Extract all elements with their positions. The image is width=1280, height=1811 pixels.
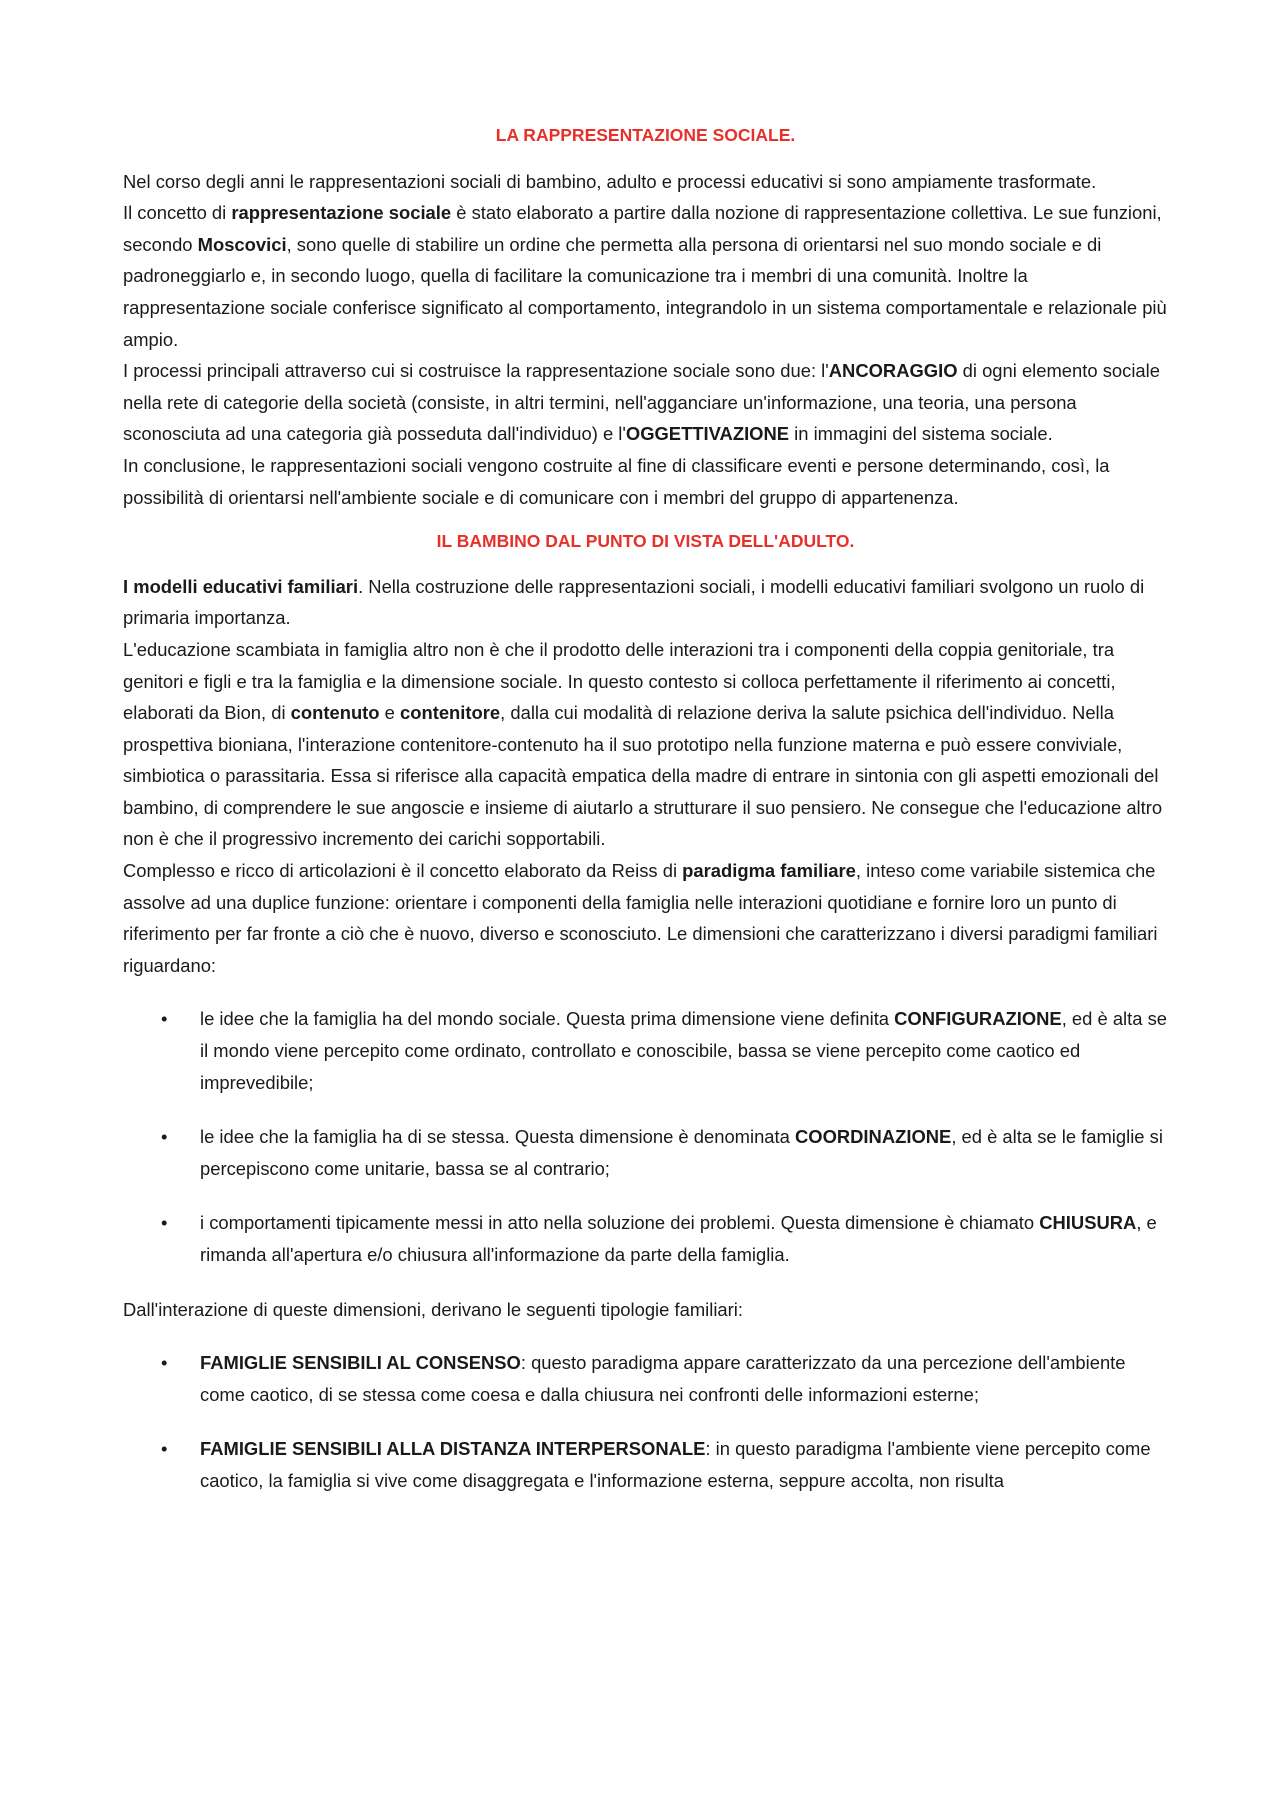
bullet-icon: •: [161, 1126, 168, 1148]
text-run: L'educazione scambiata in famiglia altro non è che il prodotto delle interazioni tra i componenti della coppia genitoriale, tra genitori e figli e tra la famiglia e la dimensione sociale. In questo contesto si colloca perfettamente il riferimento ai concetti, elaborati da Bion, di: [123, 638, 1116, 724]
text-run: , sono quelle di stabilire un ordine che permetta alla persona di orientarsi nel suo mondo sociale e di padroneggiarlo e, in secondo luogo, quella di facilitare la comunicazione tra i membri di una comunità. Inoltre la rappresentazione sociale conferisce significato al comportamento, integrandolo in un sistema comportamentale e relazionale più ampio.: [123, 233, 1167, 350]
text-run: Complesso e ricco di articolazioni è il concetto elaborato da Reiss di: [123, 860, 683, 882]
family-types-list: [123, 1347, 1168, 1496]
list-item: [123, 1121, 1168, 1184]
bullet-icon: •: [161, 1212, 168, 1234]
paragraph-modelli: [123, 571, 1168, 634]
paragraph-tipologie: Dall'interazione di queste dimensioni, derivano le seguenti tipologie familiari:: [123, 1298, 743, 1320]
list-item: [123, 1433, 1168, 1496]
text-run: I processi principali attraverso cui si costruisce la rappresentazione sociale sono due: l': [123, 360, 829, 382]
list-item: [123, 1003, 1168, 1098]
bold-term-coordinazione: COORDINAZIONE: [794, 1126, 952, 1148]
bold-term-chiusura: CHIUSURA: [1039, 1212, 1137, 1234]
text-run: e: [379, 702, 400, 724]
bold-term-famiglie-distanza: FAMIGLIE SENSIBILI ALLA DISTANZA INTERPERSONALE: [200, 1438, 706, 1460]
paragraph-concept: [123, 197, 1168, 355]
bold-term-ancoraggio: ANCORAGGIO: [828, 360, 958, 382]
text-run: , ed è alta se il mondo viene percepito come ordinato, controllato e conoscibile, bassa se viene percepito come caotico ed imprevedibile;: [200, 1008, 1168, 1093]
section-title-rappresentazione-sociale: LA RAPPRESENTAZIONE SOCIALE.: [495, 125, 796, 145]
paragraph-bion: [123, 634, 1168, 855]
text-run: : in questo paradigma l'ambiente viene percepito come caotico, la famiglia si vive come disaggregata e l'informazione esterna, seppure accolta, non risulta: [200, 1438, 1151, 1491]
bold-term-rappresentazione-sociale: rappresentazione sociale: [231, 202, 452, 224]
document-page: [123, 120, 1168, 1520]
bullet-icon: •: [161, 1438, 168, 1460]
text-run: è stato elaborato a partire dalla nozione di rappresentazione collettiva. Le sue funzioni, secondo: [123, 202, 1162, 255]
bold-term-modelli-educativi: I modelli educativi familiari: [123, 575, 359, 597]
text-run: . Nella costruzione delle rappresentazioni sociali, i modelli educativi familiari svolgono un ruolo di primaria importanza.: [123, 575, 1145, 629]
bold-term-moscovici: Moscovici: [197, 233, 287, 255]
text-run: , e rimanda all'apertura e/o chiusura all'informazione da parte della famiglia.: [200, 1212, 1157, 1265]
bullet-icon: •: [161, 1008, 168, 1030]
bold-term-oggettivazione: OGGETTIVAZIONE: [625, 423, 790, 445]
section-title-bambino-adulto: IL BAMBINO DAL PUNTO DI VISTA DELL'ADULTO.: [436, 531, 855, 552]
text-run: , ed è alta se le famiglie si percepiscono come unitarie, bassa se al contrario;: [200, 1126, 1163, 1179]
text-run: : questo paradigma appare caratterizzato da una percezione dell'ambiente come caotico, di se stessa come coesa e dalla chiusura nei confronti delle informazioni esterne;: [200, 1352, 1126, 1405]
bold-term-famiglie-consenso: FAMIGLIE SENSIBILI AL CONSENSO: [200, 1352, 521, 1374]
list-item: [123, 1207, 1168, 1270]
paragraph-reiss: [123, 855, 1168, 981]
text-run: le idee che la famiglia ha di se stessa. Questa dimensione è denominata: [200, 1126, 795, 1148]
text-run: di ogni elemento sociale nella rete di categorie della società (consiste, in altri termini, nell'agganciare un'informazione, una teoria, una persona sconosciuta ad una categoria già posseduta dall'individuo) e l': [123, 360, 1160, 445]
dimensions-list: [123, 1003, 1168, 1270]
paragraph-intro: Nel corso degli anni le rappresentazioni sociali di bambino, adulto e processi educativi si sono ampiamente trasformate.: [123, 170, 1097, 192]
text-run: , inteso come variabile sistemica che assolve ad una duplice funzione: orientare i componenti della famiglia nelle interazioni quotidiane e fornire loro un punto di riferimento per far fronte a ciò che è nuovo, diverso e sconosciuto. Le dimensioni che caratterizzano i diversi paradigmi familiari riguardano:: [123, 860, 1158, 976]
text-run: , dalla cui modalità di relazione deriva la salute psichica dell'individuo. Nella prospettiva bioniana, l'interazione contenitore-contenuto ha il suo prototipo nella funzione materna e può essere conviviale, simbiotica o parassitaria. Essa si riferisce alla capacità empatica della madre di entrare in sintonia con gli aspetti emozionali del bambino, di comprendere le sue angoscie e insieme di aiutarlo a strutturare il suo pensiero. Ne consegue che l'educazione altro non è che il progressivo incremento dei carichi sopportabili.: [123, 702, 1163, 850]
bold-term-contenitore: contenitore: [400, 702, 501, 724]
text-run: i comportamenti tipicamente messi in atto nella soluzione dei problemi. Questa dimensione è chiamato: [200, 1212, 1040, 1234]
text-run: Il concetto di: [123, 202, 232, 224]
text-run: in immagini del sistema sociale.: [789, 423, 1053, 445]
text-run: le idee che la famiglia ha del mondo sociale. Questa prima dimensione viene definita: [200, 1008, 895, 1030]
paragraph-processes: [123, 355, 1168, 450]
list-item: [123, 1347, 1168, 1410]
bullet-icon: •: [161, 1352, 168, 1374]
paragraph-conclusion: In conclusione, le rappresentazioni sociali vengono costruite al fine di classificare eventi e persone determinando, così, la possibilità di orientarsi nell'ambiente sociale e di comunicare con i membri del gruppo di appartenenza.: [123, 454, 1110, 508]
bold-term-configurazione: CONFIGURAZIONE: [894, 1008, 1062, 1030]
bold-term-contenuto: contenuto: [290, 702, 380, 724]
bold-term-paradigma-familiare: paradigma familiare: [682, 860, 856, 882]
